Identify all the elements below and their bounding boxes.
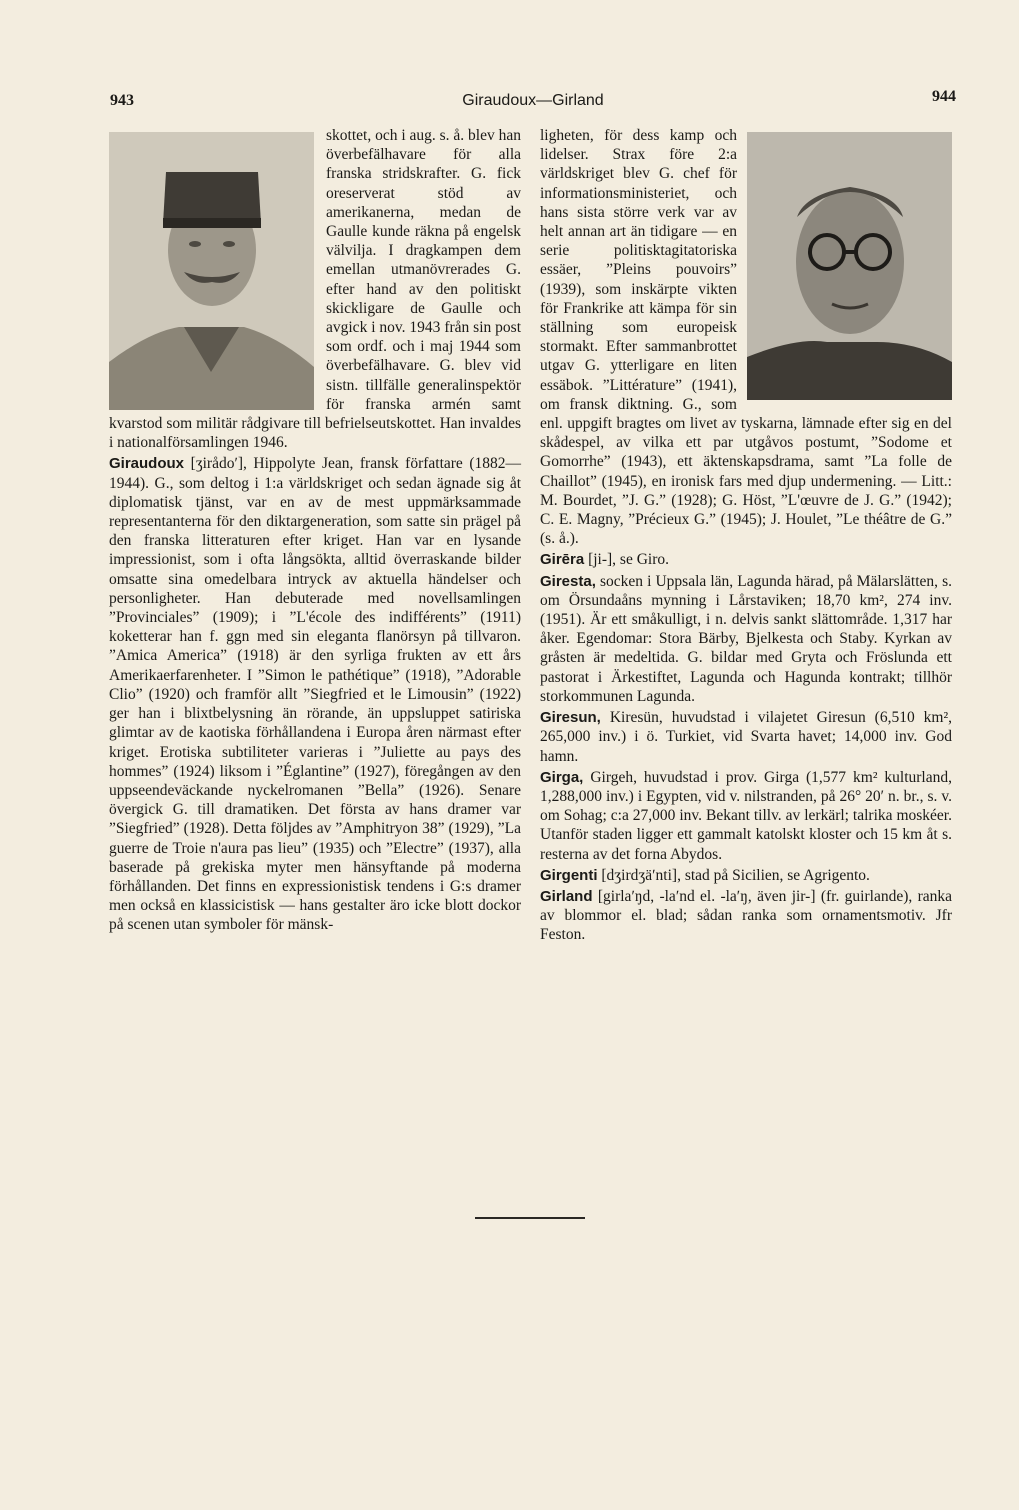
lemma-girgenti: Girgenti	[540, 866, 598, 884]
portrait-man-glasses-icon	[747, 132, 952, 400]
paragraph-giraud-cont: skottet, och i aug. s. å. blev han överbefälhavare för alla franska stridskrafter. G. fick oreserverat stöd av amerikanerna, medan de Gaulle kunde räkna på engelsk välvilja. I dragkampen dem emellan utmanövrerades G. efter hand av den politiskt skickligare de Gaulle och avgick i nov. 1943 från sin post som ordf. och i maj 1944 som överbefälhavare. G. blev vid sistn. tillfälle generalinspektör för franska armén samt kvarstod som militär rådgivare till befrielseutskottet. Han invaldes i nationalförsamlingen 1946.	[109, 127, 521, 452]
left-column	[109, 126, 521, 937]
lemma-girera: Girēra	[540, 551, 585, 569]
entry-girgenti	[540, 866, 952, 885]
lemma-girland: Girland	[540, 887, 593, 905]
entry-girland	[540, 887, 952, 945]
entry-giresun-text: Kiresün, huvudstad i vilajetet Giresun (6,510 km², 265,000 inv.) i ö. Turkiet, vid Svarta havet; 14,000 inv. God hamn.	[540, 709, 953, 765]
lemma-giresun: Giresun,	[540, 709, 601, 727]
portrait-general-icon	[109, 132, 314, 410]
entry-giresun	[540, 708, 952, 766]
page-number-right: 944	[932, 88, 956, 105]
entry-giraudoux	[109, 454, 521, 934]
portrait-photo-giraudoux	[747, 132, 952, 400]
page-header	[110, 88, 956, 116]
end-rule	[475, 1217, 585, 1219]
running-head: Giraudoux—Girland	[462, 92, 604, 109]
entry-girgenti-text: [dʒirdʒäʹnti], stad på Sicilien, se Agrigento.	[601, 866, 870, 884]
entry-giresta-text: socken i Uppsala län, Lagunda härad, på Mälarslätten, s. om Örsundaåns mynning i Lårstaviken; 18,70 km², 274 inv. (1951). Är ett småkulligt, i n. delvis sankt slättområde. 1,317 har åker. Egendomar: Stora Bärby, Bjelkesta och Staby. Kyrkan av gråsten är medeltida. G. bildar med Gryta och Fröslunda ett pastorat i Ärkestiftet, Lagunda och Hagunda kontrakt; tillhör storkommunen Lagunda.	[540, 572, 953, 705]
lemma-giraudoux: Giraudoux	[109, 455, 185, 473]
lemma-girga: Girga,	[540, 768, 584, 786]
entry-girland-text: [girlaʹŋd, -laʹnd el. -laʹŋ, även jir-] (fr. guirlande), ranka av blommor el. blad; sådan ranka som ornamentsmotiv. Jfr Feston.	[540, 887, 953, 944]
paragraph-giraudoux-cont: ligheten, för dess kamp och lidelser. Strax före 2:a världskriget blev G. chef för informationsministeriet, och hans sista större verk var av helt annan art än tidigare — en serie politisktagitatoriska essäer, ”Pleins pouvoirs” (1939), som inskärpte vikten för Frankrike att kämpa för sin ställning som europeisk stormakt. Efter sammanbrottet utgav G. ytterligare en liten essäbok. ”Littérature” (1941), om fransk diktning. G., som enl. uppgift bragtes om livet av tyskarna, lämnade efter sig en del skådespel, av vilka ett par utgåvos postumt, ”Sodome et Gomorrhe” (1943), ett äktenskapsdrama, samt ”La folle de Chaillot” (1945), en ironisk fars med djup undermening. — Litt.: M. Bourdet, ”J. G.” (1928); G. Höst, ”L'œuvre de J. G.” (1942); C. E. Magny, ”Précieux G.” (1945); J. Houlet, ”Le théâtre de G.” (s. å.).	[540, 127, 952, 548]
lemma-giresta: Giresta,	[540, 572, 596, 590]
entry-girera-text: [ji-], se Giro.	[588, 551, 669, 569]
portrait-photo-giraud	[109, 132, 314, 410]
entry-girga	[540, 768, 952, 864]
entry-girera	[540, 550, 952, 569]
entry-giraudoux-text: [ʒirådoʹ], Hippolyte Jean, fransk författare (1882—1944). G., som deltog i 1:a världskriget och sedan ägnade sig åt diplomatisk tjänst, var en av de mest uppmärksammade representanterna för den diktargeneration, som satte sin prägel på den franska litteraturen efter kriget. Han var en lysande impressionist, som i ofta långsökta, alltid överraskande bilder omsatte sina omedelbara intryck av aktuella händelser och personligheter. Han debuterade med novellsamlingen ”Provinciales” (1909); i ”L'école des indifférents” (1911) koketterar han f. ggn med sin eleganta flanörsyn på tillvaron. ”Amica America” (1918) är den syrliga frukten av ett års Amerikaerfarenheter. I ”Simon le pathétique” (1918), ”Adorable Clio” (1920) och framför allt ”Siegfried et le Limousin” (1922) ger han i blixtbelysning än rörande, än uppsluppet satiriska glimtar av de kaotiska förhållandena i Europa åren närmast efter kriget. Erotiska subtiliteter varieras i ”Juliette au pays des hommes” (1924) liksom i ”Églantine” (1927), föregången av den uppseendeväckande nyckelromanen ”Bella” (1926). Senare övergick G. till dramatiken. Det första av hans dramer var ”Siegfried” (1928). Detta följdes av ”Amphitryon 38” (1929), ”La guerre de Troie n'aura pas lieu” (1935) och ”Electre” (1937), alla baserade på grekiska myter men hänsyftande på moderna förhållanden. Det finns en expressionistisk tendens i G:s dramer men också en klassicistisk — hans gestalter äro icke blott dockor på scenen utan symboler för mänsk-	[109, 455, 522, 934]
entry-girga-text: Girgeh, huvudstad i prov. Girga (1,577 km² kulturland, 1,288,000 inv.) i Egypten, vid v. nilstranden, på 26° 20′ n. br., s. v. om Sohag; c:a 27,000 inv. Bekant tillv. av lerkärl; talrika moskéer. Utanför staden ligger ett gammalt katolskt kloster och 15 km åt s. resterna av det forna Abydos.	[540, 768, 952, 863]
right-column	[540, 126, 952, 947]
entry-giresta	[540, 572, 952, 706]
page-number-left: 943	[110, 92, 134, 109]
